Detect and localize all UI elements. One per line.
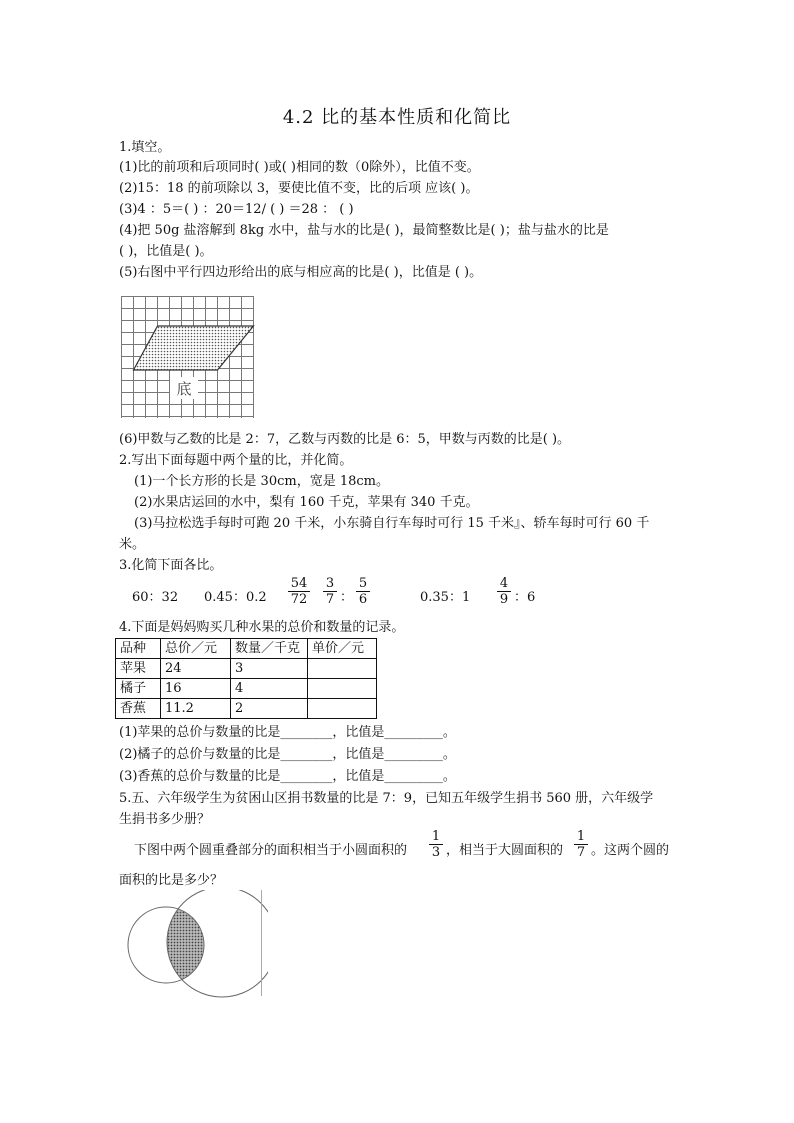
q2-line3b: 米。	[119, 537, 146, 552]
table-row	[116, 659, 377, 679]
table-cell	[308, 699, 377, 719]
table-header-cell: 数量／千克	[231, 639, 308, 659]
table-cell: 24	[161, 659, 231, 679]
q6-fraction-1-3: $\frac{1}{3}$	[429, 829, 443, 860]
overlap-region	[167, 890, 268, 997]
table-row	[116, 679, 377, 699]
page-title: 4.2 比的基本性质和化简比	[282, 107, 512, 128]
q6-fraction-1-7: $\frac{1}{7}$	[574, 829, 588, 860]
q1-line4b: ( )，比值是( )。	[119, 244, 213, 259]
table-cell: 16	[161, 679, 231, 699]
q6-line2: 面积的比是多少？	[119, 873, 224, 888]
q5-line1: 5.五、六年级学生为贫困山区捐书数量的比是 7：9，已知五年级学生捐书 560 册，六年级学	[119, 791, 654, 806]
q4-sub3: (3)香蕉的总价与数量的比是________，比值是_________。	[119, 769, 456, 784]
q3-expr-1: 60：32	[132, 590, 179, 605]
q3-fraction-5-6: $\frac{5}{6}$	[356, 576, 370, 607]
q3-fraction-54-72: $\frac{54}{72}$	[288, 576, 310, 607]
q1-line2: (2)15：18 的前项除以 3，要使比值不变，比的后项 应该( )。	[119, 181, 479, 196]
table-cell: 4	[231, 679, 308, 699]
q6-text-part2: ，相当于大圆面积的	[446, 843, 564, 858]
q3-colon: ：	[340, 590, 354, 605]
q4-sub1: (1)苹果的总价与数量的比是________，比值是_________。	[119, 725, 456, 740]
q2-line3a: (3)马拉松选手每时可跑 20 千米，小东骑自行车每时可行 15 千米』、轿车每时可行 60 千	[134, 516, 650, 531]
table-header-cell: 品种	[116, 639, 161, 659]
q3-expr-4: 0.35：1	[420, 590, 471, 605]
table-cell: 3	[231, 659, 308, 679]
table-cell: 香蕉	[116, 699, 161, 719]
q1-line6: (6)甲数与乙数的比是 2：7，乙数与丙数的比是 6：5，甲数与丙数的比是( )。	[119, 432, 571, 447]
table-cell: 11.2	[161, 699, 231, 719]
table-cell: 橘子	[116, 679, 161, 699]
q3-fraction-3-7: $\frac{3}{7}$	[323, 576, 337, 607]
q5-line2: 生捐书多少册？	[119, 812, 211, 827]
q1-line3: (3)4 ：5＝( ) ：20＝12/ ( ) ＝28 ： ( )	[119, 202, 354, 217]
table-cell	[308, 659, 377, 679]
q2-line1: (1)一个长方形的长是 30cm，宽是 18cm。	[134, 474, 389, 489]
q2-heading: 2.写出下面每题中两个量的比，并化简。	[119, 453, 353, 468]
q2-line2: (2)水果店运回的水中，梨有 160 千克，苹果有 340 千克。	[134, 495, 479, 510]
q3-expr-2: 0.45：0.2	[204, 590, 267, 605]
q1-line5: (5)右图中平行四边形给出的底与相应高的比是( )，比值是 ( )。	[119, 265, 483, 280]
table-header-cell: 总价／元	[161, 639, 231, 659]
table-cell: 苹果	[116, 659, 161, 679]
fruit-price-table	[115, 638, 377, 719]
q4-heading: 4.下面是妈妈购买几种水果的总价和数量的记录。	[119, 620, 405, 635]
table-header-cell: 单价／元	[308, 639, 377, 659]
table-row	[116, 699, 377, 719]
q4-sub2: (2)橘子的总价与数量的比是________，比值是_________。	[119, 747, 456, 762]
table-header-row	[116, 639, 377, 659]
parallelogram-grid-figure	[121, 296, 255, 420]
q3-fraction-4-9: $\frac{4}{9}$	[497, 576, 511, 607]
q1-line1: (1)比的前项和后项同时( )或( )相同的数（0除外），比值不变。	[119, 160, 480, 175]
overlapping-circles-figure	[122, 890, 268, 998]
table-cell	[308, 679, 377, 699]
q1-line4a: (4)把 50g 盐溶解到 8kg 水中，盐与水的比是( )，最简整数比是( )；盐与盐水的比是	[119, 223, 609, 238]
q3-expr-5-tail: ：6	[514, 590, 536, 605]
table-cell: 2	[231, 699, 308, 719]
q6-text-part3: 。这两个圆的	[591, 843, 670, 858]
q6-text-part1: 下图中两个圆重叠部分的面积相当于小圆面积的	[134, 843, 408, 858]
q1-heading: 1.填空。	[119, 140, 171, 155]
base-label: 底	[176, 380, 192, 398]
q3-heading: 3.化简下面各比。	[119, 558, 223, 573]
